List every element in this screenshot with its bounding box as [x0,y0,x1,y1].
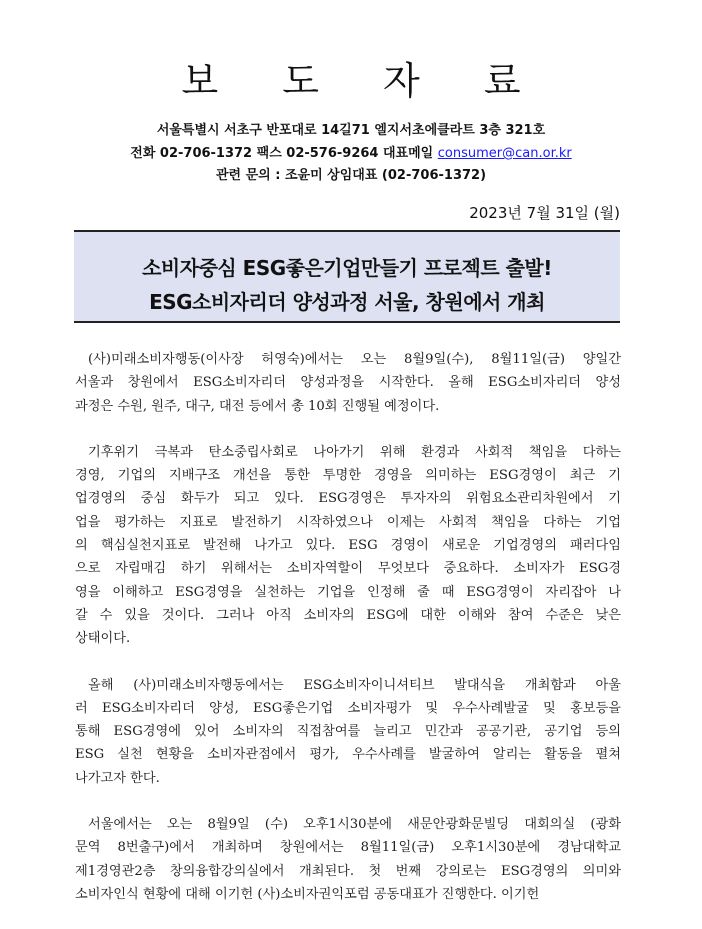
paragraph-line: 의 핵심실천지표로 발전해 나가고 있다. ESG 경영이 새로운 기업경영의 패러다임 [75,538,621,554]
paragraph-line: 상태이다. [75,631,131,647]
paragraph-line: 서울과 창원에서 ESG소비자리더 양성과정을 시작한다. 올해 ESG소비자리더 양성 [75,375,621,391]
paragraph [75,441,621,651]
paragraph-line: 소비자인식 현황에 대해 이기헌 (사)소비자권익포럼 공동대표가 진행한다. 이기헌 [75,886,540,902]
paragraph-line: 과정은 수원, 원주, 대구, 대전 등에서 총 10회 진행될 예정이다. [75,398,440,414]
headline-line-1: 소비자중심 ESG좋은기업만들기 프로젝트 출발! [142,256,552,280]
paragraph-line: 서울에서는 오는 8월9일 (수) 오후1시30분에 새문안광화문빌딩 대회의실 (광화 [88,817,621,833]
email-link[interactable]: consumer@can.or.kr [437,146,572,161]
paragraph-line: 업을 평가하는 지표로 발전하기 시작하였으나 이제는 사회적 책임을 다하는 기업 [75,514,621,530]
paragraph-line: 올해 (사)미래소비자행동에서는 ESG소비자이니셔티브 발대식을 개최함과 아울 [88,677,621,693]
article-body [75,348,621,929]
paragraph [75,813,621,906]
paragraph-line: 제1경영관2층 창의융합강의실에서 개최된다. 첫 번째 강의로는 ESG경영의 의미와 [75,863,621,879]
paragraph-line: 경영, 기업의 지배구조 개선을 통한 투명한 경영을 의미하는 ESG경영이 최근 기 [75,468,621,484]
paragraph [75,674,621,790]
contact-line [0,142,702,161]
headline-box [74,230,620,323]
headline-line-2: ESG소비자리더 양성과정 서울, 창원에서 개최 [149,290,545,314]
paragraph-line: 업경영의 중심 화두가 되고 있다. ESG경영은 투자자의 위험요소관리차원에서 기 [75,491,621,507]
contact-phone-fax: 전화 02-706-1372 팩스 02-576-9264 대표메일 [130,146,438,161]
document-title: 보 도 자 료 [181,59,547,103]
paragraph [75,348,621,418]
paragraph-line: 나가고자 한다. [75,770,160,786]
paragraph-line: 통해 ESG경영에 있어 소비자의 직접참여를 늘리고 민간과 공공기관, 공기업 등의 [75,724,621,740]
paragraph-line: 갈 수 있을 것이다. 그러나 아직 소비자의 ESG에 대한 이해와 참여 수준은 낮은 [75,607,621,623]
paragraph-line: ESG 실천 현황을 소비자관점에서 평가, 우수사례를 발굴하여 알리는 활동을 펼쳐 [75,747,621,763]
inquiry-line: 관련 문의 : 조윤미 상임대표 (02-706-1372) [215,168,487,183]
paragraph-line: 영을 이해하고 ESG경영을 실천하는 기업을 인정해 줄 때 ESG경영이 자리잡아 나 [75,584,621,600]
paragraph-line: 기후위기 극복과 탄소중립사회로 나아가기 위해 환경과 사회적 책임을 다하는 [88,444,621,460]
paragraph-line: 문역 8번출구)에서 개최하며 창원에서는 8월11일(금) 오후1시30분에 경남대학교 [75,840,621,856]
release-date: 2023년 7월 31일 (월) [469,204,620,222]
paragraph-line: 러 ESG소비자리더 양성, ESG좋은기업 소비자평가 및 우수사례발굴 및 홍보등을 [75,700,621,716]
paragraph-line: (사)미래소비자행동(이사장 허영숙)에서는 오는 8월9일(수), 8월11일(금) 양일간 [88,352,621,367]
address-line: 서울특별시 서초구 반포대로 14길71 엘지서초에클라트 3층 321호 [156,123,546,138]
paragraph-line: 으로 자립매김 하기 위해서는 소비자역할이 무엇보다 중요하다. 소비자가 ESG경 [75,561,621,577]
